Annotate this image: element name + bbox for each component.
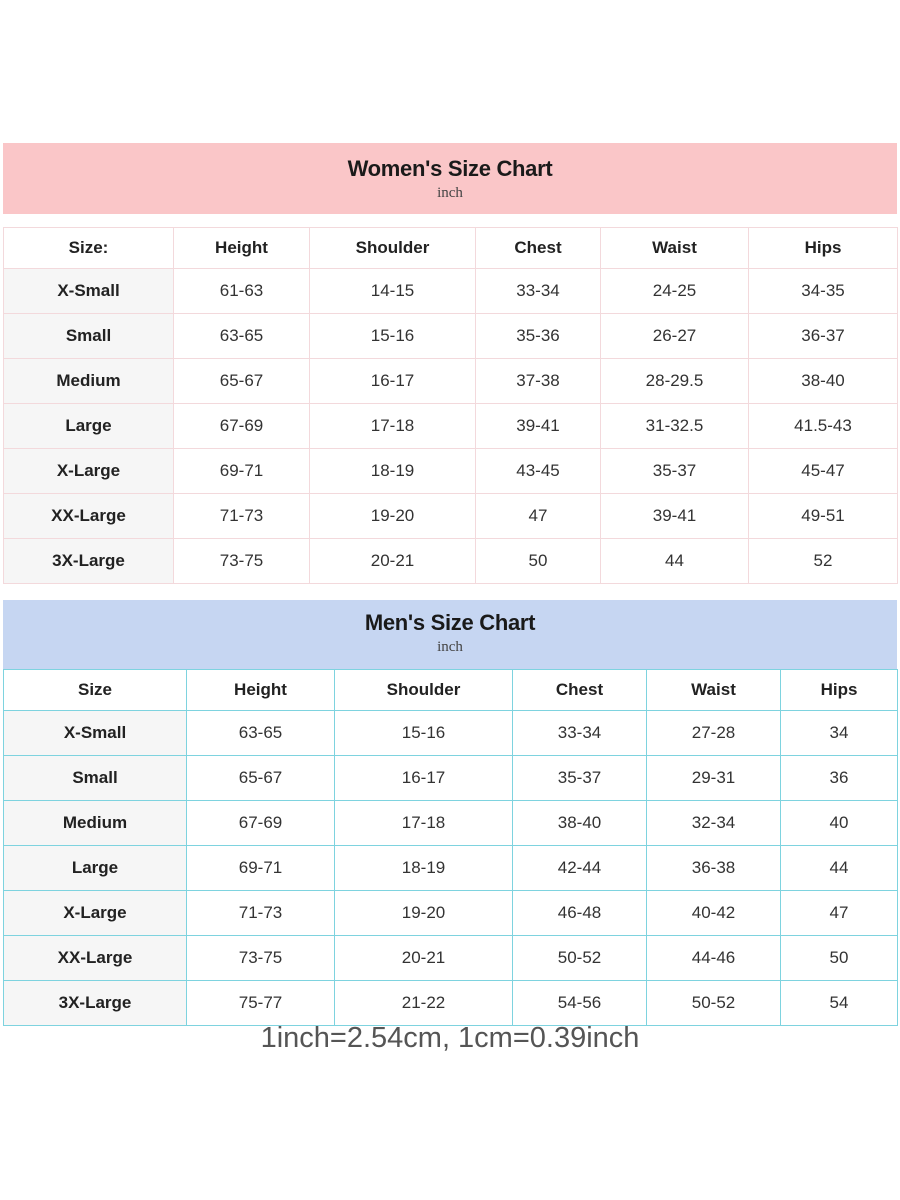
womens-chart-title: Women's Size Chart <box>347 156 553 181</box>
column-header: Waist <box>647 670 781 711</box>
table-cell: 73-75 <box>174 539 310 584</box>
size-label: Medium <box>4 801 187 846</box>
table-cell: 37-38 <box>476 359 601 404</box>
table-row <box>4 359 898 404</box>
table-cell: 71-73 <box>174 494 310 539</box>
table-cell: 45-47 <box>749 449 898 494</box>
table-cell: 69-71 <box>174 449 310 494</box>
table-cell: 39-41 <box>601 494 749 539</box>
table-cell: 69-71 <box>187 846 335 891</box>
mens-chart-title: Men's Size Chart <box>364 610 536 635</box>
size-label: Small <box>4 756 187 801</box>
table-cell: 54-56 <box>513 981 647 1026</box>
table-cell: 36-38 <box>647 846 781 891</box>
table-cell: 15-16 <box>335 711 513 756</box>
size-label: Small <box>4 314 174 359</box>
column-header: Chest <box>513 670 647 711</box>
table-cell: 17-18 <box>310 404 476 449</box>
table-cell: 40-42 <box>647 891 781 936</box>
table-row <box>4 891 898 936</box>
column-header: Shoulder <box>335 670 513 711</box>
mens-size-table <box>3 669 898 1026</box>
table-cell: 19-20 <box>335 891 513 936</box>
womens-chart-header <box>3 143 897 214</box>
table-row <box>4 494 898 539</box>
table-cell: 75-77 <box>187 981 335 1026</box>
table-row <box>4 539 898 584</box>
table-cell: 35-37 <box>601 449 749 494</box>
table-cell: 33-34 <box>476 269 601 314</box>
table-cell: 20-21 <box>310 539 476 584</box>
table-cell: 38-40 <box>513 801 647 846</box>
table-cell: 50-52 <box>513 936 647 981</box>
table-cell: 50-52 <box>647 981 781 1026</box>
table-cell: 44-46 <box>647 936 781 981</box>
table-cell: 35-36 <box>476 314 601 359</box>
table-header-row <box>4 228 898 269</box>
table-row <box>4 846 898 891</box>
table-cell: 71-73 <box>187 891 335 936</box>
unit-conversion-note: 1inch=2.54cm, 1cm=0.39inch <box>260 1022 640 1054</box>
table-cell: 50 <box>781 936 898 981</box>
table-cell: 39-41 <box>476 404 601 449</box>
size-label: Medium <box>4 359 174 404</box>
table-cell: 67-69 <box>187 801 335 846</box>
size-label: XX-Large <box>4 494 174 539</box>
size-label: XX-Large <box>4 936 187 981</box>
table-cell: 44 <box>781 846 898 891</box>
table-row <box>4 404 898 449</box>
table-row <box>4 314 898 359</box>
table-cell: 61-63 <box>174 269 310 314</box>
column-header: Size <box>4 670 187 711</box>
table-cell: 36 <box>781 756 898 801</box>
table-cell: 29-31 <box>647 756 781 801</box>
table-cell: 16-17 <box>335 756 513 801</box>
table-cell: 46-48 <box>513 891 647 936</box>
table-cell: 73-75 <box>187 936 335 981</box>
table-cell: 17-18 <box>335 801 513 846</box>
table-cell: 21-22 <box>335 981 513 1026</box>
table-cell: 26-27 <box>601 314 749 359</box>
size-label: Large <box>4 846 187 891</box>
table-row <box>4 449 898 494</box>
table-cell: 54 <box>781 981 898 1026</box>
table-cell: 18-19 <box>335 846 513 891</box>
table-row <box>4 936 898 981</box>
table-cell: 33-34 <box>513 711 647 756</box>
table-cell: 28-29.5 <box>601 359 749 404</box>
table-header-row <box>4 670 898 711</box>
table-cell: 47 <box>476 494 601 539</box>
column-header: Hips <box>781 670 898 711</box>
table-cell: 49-51 <box>749 494 898 539</box>
table-cell: 40 <box>781 801 898 846</box>
womens-size-chart <box>3 143 897 584</box>
table-cell: 47 <box>781 891 898 936</box>
column-header: Shoulder <box>310 228 476 269</box>
table-cell: 65-67 <box>174 359 310 404</box>
table-cell: 35-37 <box>513 756 647 801</box>
table-cell: 67-69 <box>174 404 310 449</box>
table-cell: 16-17 <box>310 359 476 404</box>
column-header: Height <box>174 228 310 269</box>
table-cell: 27-28 <box>647 711 781 756</box>
table-row <box>4 269 898 314</box>
table-cell: 20-21 <box>335 936 513 981</box>
table-cell: 19-20 <box>310 494 476 539</box>
size-label: 3X-Large <box>4 539 174 584</box>
table-cell: 42-44 <box>513 846 647 891</box>
size-label: 3X-Large <box>4 981 187 1026</box>
table-cell: 14-15 <box>310 269 476 314</box>
table-row <box>4 981 898 1026</box>
size-label: X-Small <box>4 269 174 314</box>
table-cell: 38-40 <box>749 359 898 404</box>
size-label: X-Large <box>4 891 187 936</box>
column-header: Size: <box>4 228 174 269</box>
column-header: Hips <box>749 228 898 269</box>
size-label: X-Large <box>4 449 174 494</box>
column-header: Chest <box>476 228 601 269</box>
size-label: X-Small <box>4 711 187 756</box>
table-cell: 50 <box>476 539 601 584</box>
table-cell: 65-67 <box>187 756 335 801</box>
table-cell: 41.5-43 <box>749 404 898 449</box>
mens-chart-header <box>3 600 897 669</box>
table-cell: 63-65 <box>174 314 310 359</box>
table-cell: 32-34 <box>647 801 781 846</box>
table-row <box>4 711 898 756</box>
table-cell: 44 <box>601 539 749 584</box>
table-cell: 34-35 <box>749 269 898 314</box>
table-cell: 18-19 <box>310 449 476 494</box>
table-cell: 43-45 <box>476 449 601 494</box>
table-cell: 31-32.5 <box>601 404 749 449</box>
table-cell: 15-16 <box>310 314 476 359</box>
table-cell: 34 <box>781 711 898 756</box>
table-row <box>4 801 898 846</box>
table-cell: 36-37 <box>749 314 898 359</box>
table-cell: 52 <box>749 539 898 584</box>
table-cell: 24-25 <box>601 269 749 314</box>
womens-chart-unit: inch <box>437 185 463 201</box>
column-header: Height <box>187 670 335 711</box>
table-row <box>4 756 898 801</box>
size-label: Large <box>4 404 174 449</box>
womens-size-table <box>3 227 898 584</box>
mens-chart-unit: inch <box>437 639 463 655</box>
column-header: Waist <box>601 228 749 269</box>
table-cell: 63-65 <box>187 711 335 756</box>
mens-size-chart <box>3 600 897 1026</box>
